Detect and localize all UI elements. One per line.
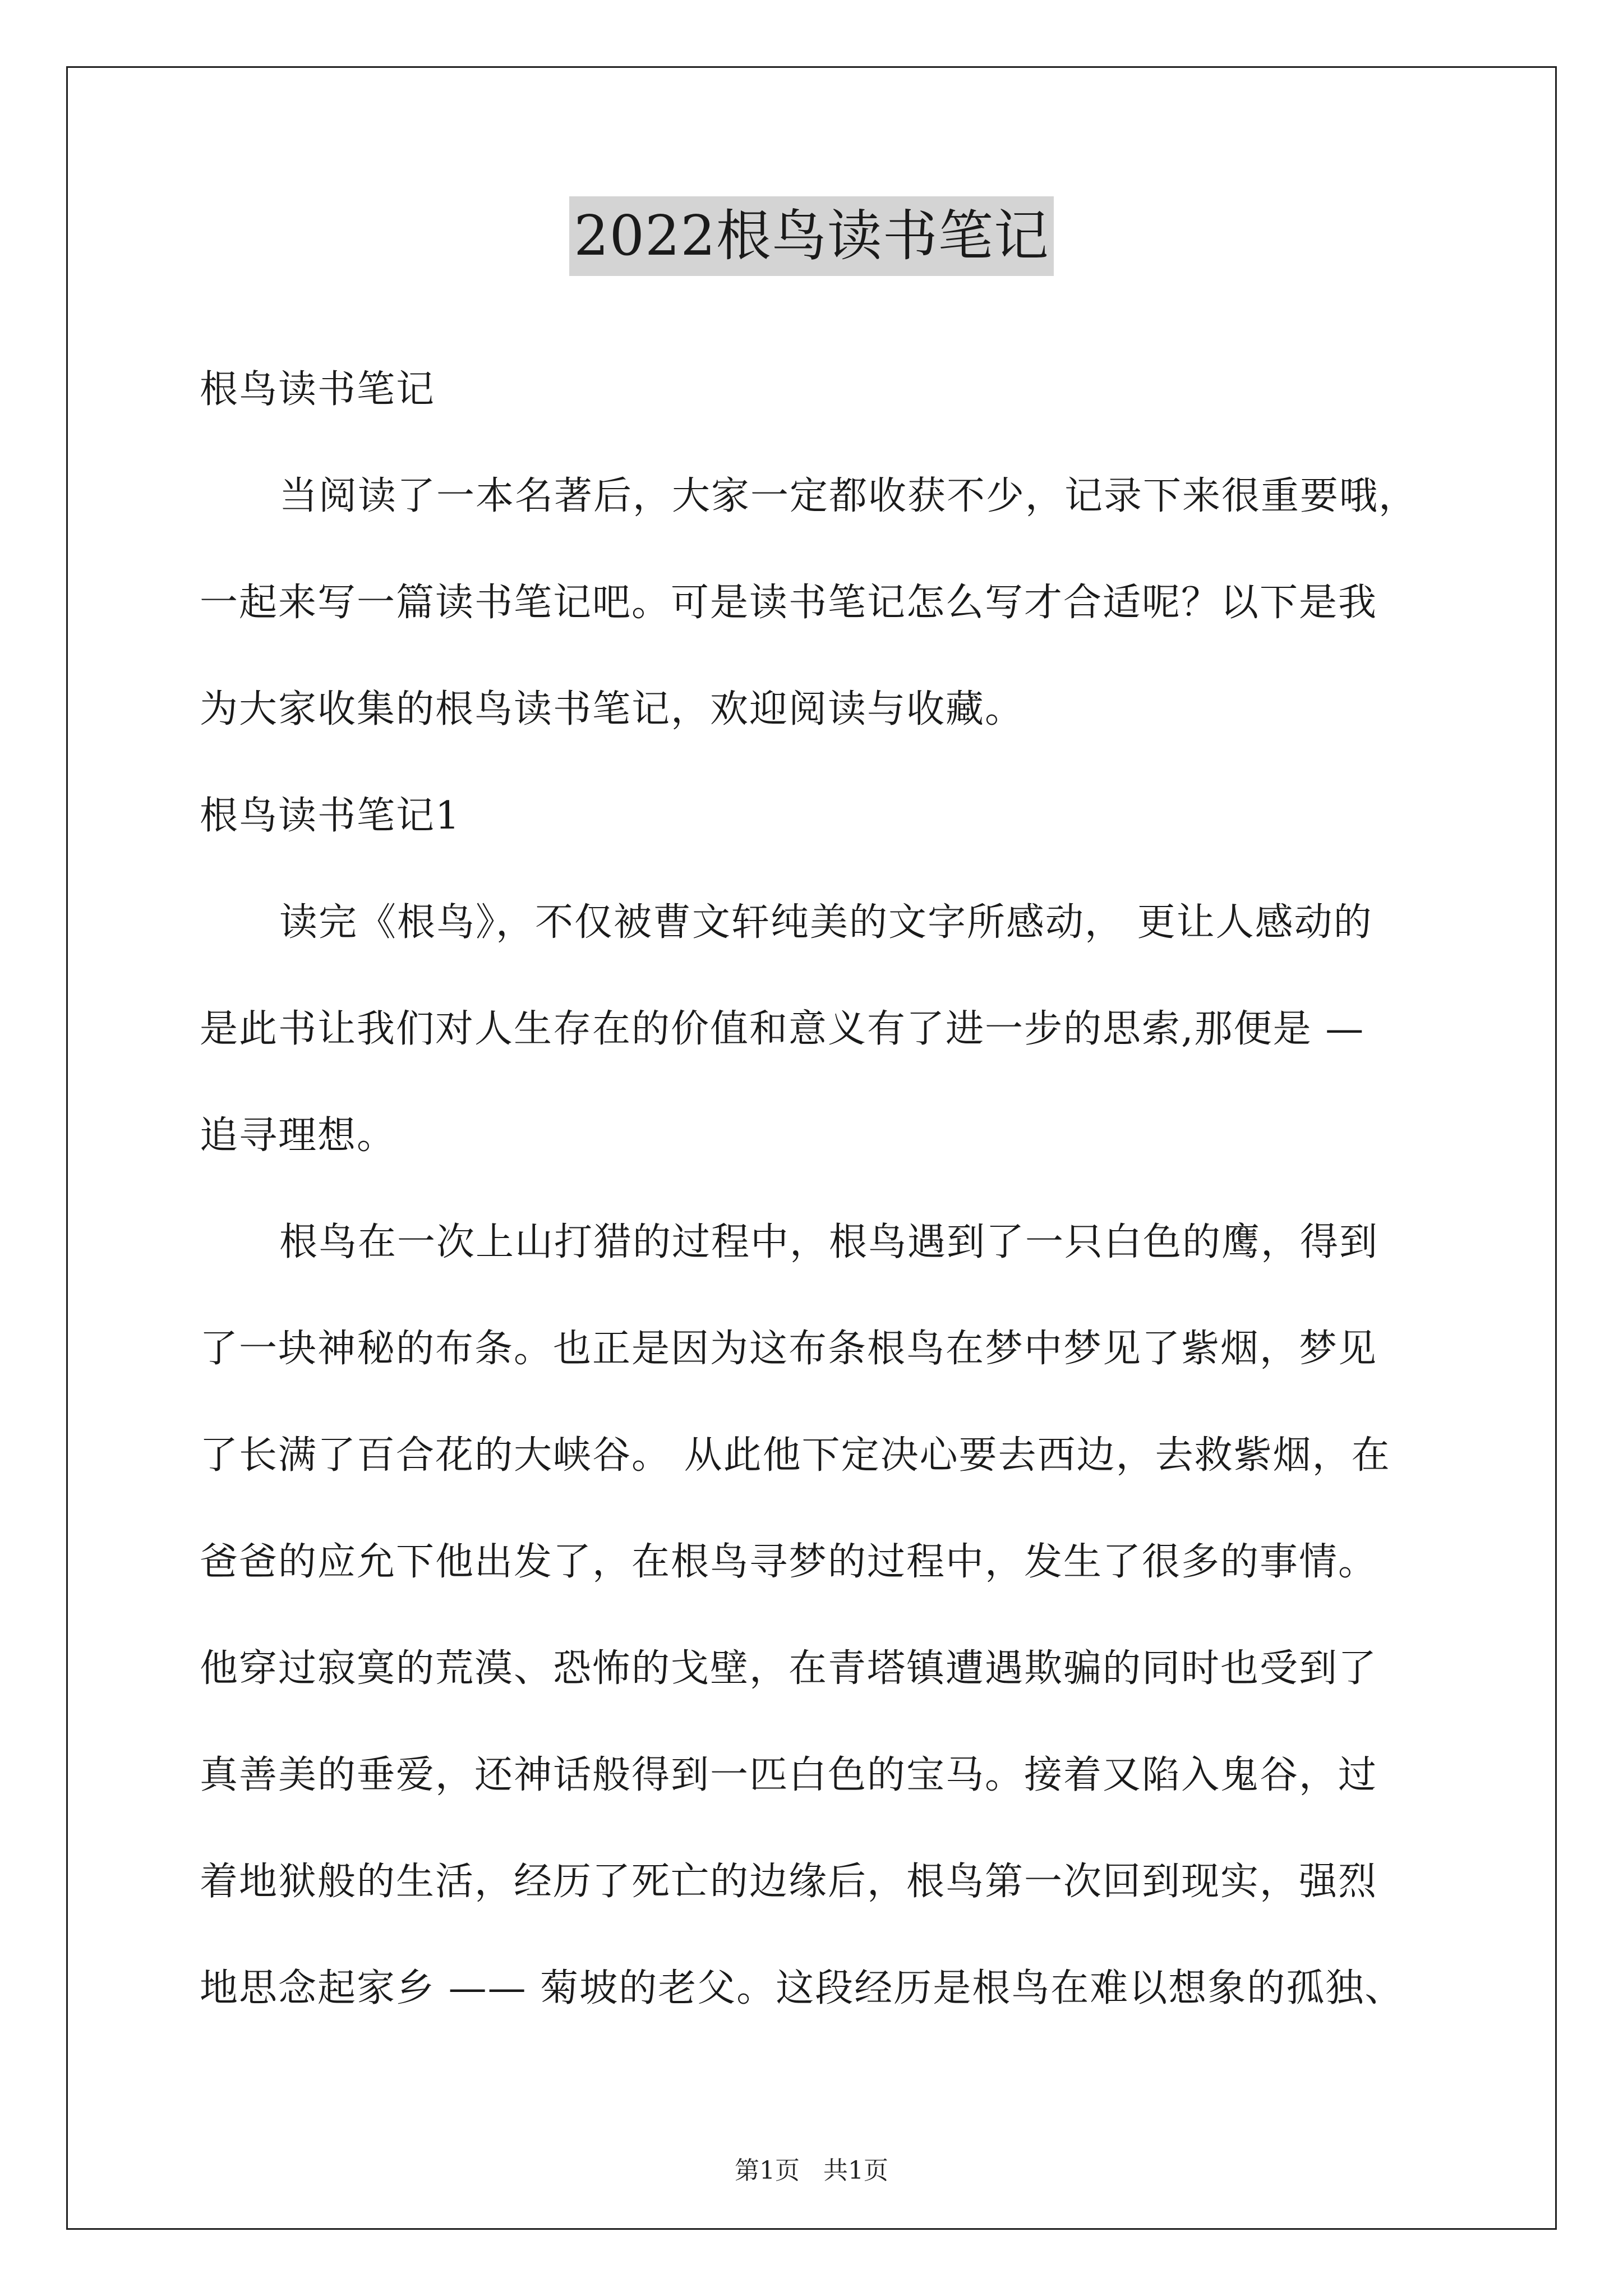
document-title: 2022根鸟读书笔记: [569, 196, 1053, 276]
section-heading-1: 根鸟读书笔记1: [200, 794, 461, 838]
title-wrapper: [0, 196, 1623, 276]
para2-line-8: 地思念起家乡 —— 菊坡的老父。这段经历是根鸟在难以想象的孤独、: [200, 1966, 1404, 2010]
para2-line-3: 了长满了百合花的大峡谷。 从此他下定决心要去西边，去救紫烟，在: [200, 1433, 1391, 1478]
para2-line-1: 根鸟在一次上山打猎的过程中，根鸟遇到了一只白色的鹰，得到: [279, 1220, 1379, 1264]
para2-line-7: 着地狱般的生活，经历了死亡的边缘后，根鸟第一次回到现实，强烈: [200, 1860, 1378, 1904]
para2-line-4: 爸爸的应允下他出发了，在根鸟寻梦的过程中，发生了很多的事情。: [200, 1540, 1378, 1584]
document-body: [200, 337, 1433, 2042]
page-number-current: 第1页: [735, 2156, 800, 2185]
intro-line-1: 当阅读了一本名著后，大家一定都收获不少，记录下来很重要哦，: [279, 474, 1418, 518]
intro-line-3: 为大家收集的根鸟读书笔记，欢迎阅读与收藏。: [200, 687, 1025, 731]
para1-line-3: 追寻理想。: [200, 1114, 396, 1158]
section-heading-main: 根鸟读书笔记: [200, 367, 436, 412]
para1-line-1: 读完《根鸟》，不仅被曹文轩纯美的文字所感动， 更让人感动的: [279, 900, 1373, 945]
para2-line-2: 了一块神秘的布条。也正是因为这布条根鸟在梦中梦见了紫烟，梦见: [200, 1327, 1378, 1371]
page-footer: [0, 2154, 1623, 2188]
page-number-total: 共1页: [823, 2156, 888, 2185]
para2-line-5: 他穿过寂寞的荒漠、恐怖的戈壁，在青塔镇遭遇欺骗的同时也受到了: [200, 1646, 1378, 1691]
para1-line-2: 是此书让我们对人生存在的价值和意义有了进一步的思索,那便是 —: [200, 1007, 1365, 1051]
intro-line-2: 一起来写一篇读书笔记吧。可是读书笔记怎么写才合适呢？以下是我: [200, 581, 1378, 625]
para2-line-6: 真善美的垂爱，还神话般得到一匹白色的宝马。接着又陷入鬼谷，过: [200, 1753, 1378, 1797]
